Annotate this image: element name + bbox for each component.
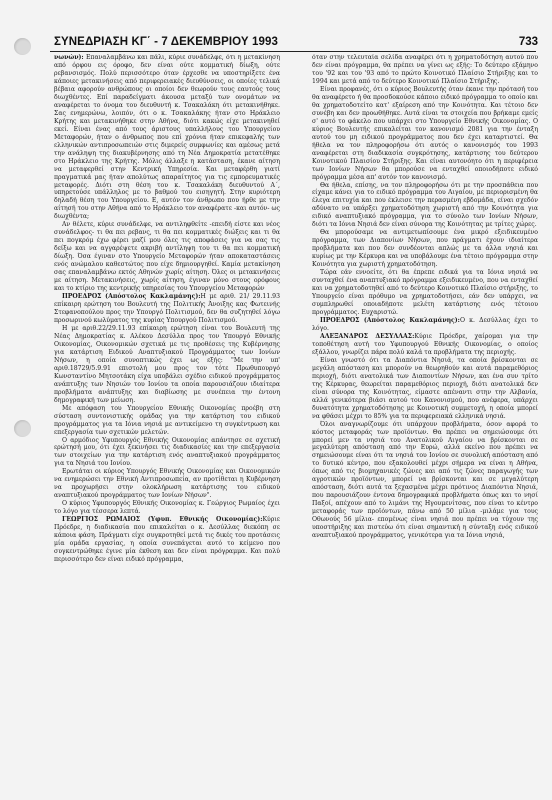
paragraph	[54, 437, 280, 469]
speaker-name: ΓΕΩΡΓΙΟΣ ΡΩΜΑΙΟΣ (Υφυπ. Εθνικής Οικονομίας):	[62, 516, 263, 524]
paragraph-text: Ερωτάται οι κύριος Υπουργός Εθνικής Οικονομίας και Οικονομικών να ενημερώσει την Εθνική Αντιπροσωπεία, αν προτίθεται η Κυβέρνηση να προχωρήσει στην ολοκλήρωση κατάρτισης του ειδικού αναπτυξιακού προγράμματος των Ιονίων Νήσων".	[54, 468, 280, 500]
paragraph-text: Κύριε Πρόεδρε, χαίρομαι για την τοποθέτηση αυτή του Υφυπουργού Εθνικής Οικονομίας, ο οποίος εξάλλου, γνωρίζει πάρα πολύ καλά τα προβλήματα της περιοχής.	[312, 332, 538, 356]
paragraph	[54, 221, 280, 293]
paragraph	[54, 293, 280, 325]
binder-hole	[14, 38, 31, 55]
paragraph	[54, 516, 280, 564]
binder-hole	[14, 420, 31, 437]
speaker-name: ΑΛΕΞΑΝΔΡΟΣ ΔΕΣΥΛΛΑΣ:	[320, 332, 415, 340]
paragraph-text: Θα ήθελα, επίσης, να τον πληροφορήσω ότι με την προσπάθεια που είχαμε κάνει για το ειδικό πρόγραμμα του Αιγαίου, με περιορισμένη θα έλεγα επιτυχία και που έκλεισε την περασμένη εβδομάδα, είναι σχεδόν αδύνατο να υπάρξει χρηματοδότηση χωριστή από την Κοινότητα για ειδικό αναπτυξιακό πρόγραμμα, για το σύνολο των Ιονίων Νήσων, διότι τα Ιόνια Νησιά δεν είναι σύνορα της Κοινότητας με τρίτες χώρες.	[312, 181, 538, 229]
paragraph	[54, 468, 280, 500]
paragraph-text: Όλοι αναγνωρίζουμε ότι υπάρχουν προβλήματα, όσον αφορά το κόστος μεταφοράς των προϊόντων. Θα πρέπει να σημειώσουμε ότι μπορεί μεν τα νησιά του Ανατολικού Αιγαίου να βρίσκονται σε μεγαλύτερη απόσταση από την Ευρώ, αλλά εκείνο που πρέπει να σημειώσουμε είναι ότι τα νησιά του Ιονίου σε συνολική απόσταση από το δυτικό κέντρο, που εξακολουθεί μέχρι σήμερα να είναι η Αθήνα, όπως από τις βιομηχανικές ζώνες και από τις ζώνες παραγωγής των αγροτικών προϊόντων, μπορεί να βρίσκονται και σε μεγαλύτερη απόσταση, διότι αυτά τα ξεχασμένα μέχρι πρότινος Διαπόντια Νησιά, που παρουσιάζουν έντονα δημογραφικά προβλήματα όπως και το νησί Παξοί, απέχουν από το λιμάνι της Ηγουμενίτσας, που είναι το κέντρο μεταφοράς των προϊόντων, πάνω από 50 μίλια -μιλάμε για τους Οθωνούς 56 μίλια- επομένως είναι νησιά που πρέπει να τύχουν της υποστήριξης και πιστεύω ότι είναι σημαντική η σύνταξη ενός ειδικού αναπτυξιακού προγράμματος, γενικότερα για τα Ιόνια νησιά,	[312, 420, 538, 540]
paragraph	[312, 317, 538, 333]
paragraph-text: όταν στην τελευταία σελίδα αναφέρει ότι η χρηματοδότηση αυτού που δεν είναι πρόγραμμα, θα πρέπει να γίνει ως εξής: Το δεύτερο εξάμηνο του '92 και του '93 από το πρώτο Κοινοτικό Πλαίσιο Στήριξης και το 1994 και μετά από το δεύτερο Κοινοτικό Πλαίσιο Στήριξης.	[312, 54, 538, 85]
paragraph	[312, 54, 538, 86]
paragraph	[312, 269, 538, 317]
paragraph	[312, 182, 538, 230]
paragraph-text: Κύριε Πρόεδρε, η διαδικασία που επικαλείται ο κ. Δεσύλλας διεκόπη σε κάποια φάση. Πράγματι είχε συγκροτηθεί μετά τις δικές του προτάσεις μία ομάδα εργασίας, η οποία συνεπάγεται αυτό το κείμενο που συγκεντρώθηκε έγινε μία έκθεση και δεν είναι πρόγραμμα. Και πολύ περισσότερο δεν είναι ειδικό πρόγραμμα,	[54, 516, 280, 564]
paragraph-text: Θα μπορούσαμε να αντιμετωπίσουμε ένα μικρό εξειδικευμένο πρόγραμμα, των Διαπονίων Νήσων, που πράγματι έχουν ιδιαίτερα προβλήματα και που δεν συνδέονται απλώς με τα άλλα νησιά και κυρίως με την Κέρκυρα και να υποβάλουμε ένα τέτοιο πρόγραμμα στην Κοινότητα για χωριστή χρηματοδότηση.	[312, 229, 538, 269]
paragraph-text: Είναι προφανές, ότι ο κύριος Βουλευτής όταν έκανε την πρότασή του θα αναφέρετο ή θα προσδοκούσε κάποιο ειδικό πρόγραμμα το οποίο και θα χρηματοδοτείτο κατ' εξαίρεση από την Κοινότητα. Και τέτοιο δεν συνέβη και δεν προωθήθηκε. Αυτά είναι τα στοιχεία που βρήκαμε εμείς σ' αυτό το φάκελο που υπάρχει στο Υπουργείο Εθνικής Οικονομίας. Ο κύριος Βουλευτής επικαλείται τον κανονισμό 2081 για την ένταξη αυτού του μη ειδικού προγράμματος που δεν έχει καταρτιστεί. Θα ήθελα να τον πληροφορήσω ότι αυτός ο κανονισμός του 1993 αναφέρεται στη διαδικασία συγκρότησης, κατάρτισης του δεύτερου Κοινοτικού Πλαισίου Στήριξης. Και είναι αυτονόητο ότι η περιφέρεια των Ιονίων Νήσων θα μπορούσε να ενταχθεί οποιοδήποτε ειδικό πρόγραμμα μέσα απ' αυτόν τον κανονισμό.	[312, 85, 538, 181]
paragraph-text: Επαναλαμβάνω και πάλι, κύριε συνάδελφε, ότι η μετακίνηση από όρφου εις όροφο, δεν είναι ούτε κομματική δίωξη, ούτε ρεβανσισμός. Πολύ περισσότερο όταν έρχεσθε να υποστηρίξετε ένα κάποιες μετακινήσεις από περιφερειακές διευθύνσεις, οι οποίες τελικά βέβαια αφορούν ανθρώπους οι οποίοι δεν θεωρούν τους εαυτούς τους διωχθέντες. Επί παραδείγματι άκουσα μεταξύ των ονομάτων να αναφέρεται το όνομα του διευθυντή κ. Τσακαλάκη ότι μετακινήθηκε. Σας ενημερώνω, λοιπόν, ότι ο κ. Τσακαλάκης ήταν στο Ηράκλειο Κρήτης και μετακινήθηκε στην Αθήνα, διότι κακώς είχε μετακινηθεί εκεί. Είναι ένας από τους άριστους υπαλλήλους του Υπουργείου Μεταφορών, ήταν ο άνθρωπος που επί χρόνια ήταν επικεφαλής των ελληνικών αντιπροσωπειών στις διμερείς συμφωνίες και αμέσως μετά την ανάληψη της διακυβέρνησης από τη Νέα Δημοκρατία μετατέθηκε στο Ηράκλειο της Κρήτης. Μόλις άλλαξε η κατάσταση, έκανε αίτηση να μεταφερθεί στην Κεντρική Υπηρεσία. Και μεταφέρθη γιατί πραγματικά μας ήταν απολύτως απαραίτητος για τις εμπορευματικές μεταφορές. Διότι στη θέση του κ. Τσακαλάκη διευθυντού Α΄, υπηρετούσε υπάλληλος με το βαθμού του εισηγητή. Στην κυριότερη δηλαδή θέση του Υπουργείου. Ε, αυτόν τον άνθρωπο που ήρθε με την αίτησή του στην Αθήνα από το Ηράκλειο τον αναφέρατε -και αυτόν- ως διωχθέντα;	[54, 54, 280, 221]
paragraph	[54, 325, 280, 405]
speaker-name: ΠΡΟΕΔΡΟΣ (Απόστολος Κακλαμάνης):	[320, 316, 460, 324]
paragraph-text: Ο κ. Δεσύλλας έχει το λόγο.	[312, 316, 538, 332]
paragraph	[312, 357, 538, 421]
paragraph-text: Η με αριθ. 21/ 29.11.93 επίκαιρη ερώτηση του Βουλευτή της Πολιτικής Άνοιξης κας Φωτεινής Στεφανοπούλου προς την Υπουργό Πολιτισμού, δεν θα συζητηθεί λόγω προσωρινού κωλύματος της κυρίας Υπουργού Πολιτισμού.	[54, 293, 280, 324]
paragraph	[54, 500, 280, 516]
text-column-left	[54, 54, 280, 782]
speaker-name: νωνών):	[54, 54, 84, 61]
header-rule	[50, 51, 536, 52]
page-number: 733	[518, 36, 538, 48]
paragraph-text: Ο κύριος Υφυπουργός Εθνικής Οικονομίας κ. Γεώργιος Ρωμαίος έχει το λόγο για τέσσερα λεπτά.	[54, 500, 280, 516]
paragraph	[312, 333, 538, 357]
running-header-title: ΣΥΝΕΔΡΙΑΣΗ ΚΓ΄ - 7 ΔΕΚΕΜΒΡΙΟΥ 1993	[54, 36, 278, 48]
paragraph-text: Ο αρμόδιος Υφυπουργός Εθνικής Οικονομίας απάντησε σε σχετική ερώτησή μου, ότι έχει ξεκινήσει τις διαδικασίες και την επεξεργασία των στοιχείων για την κατάρτιση ενός αναπτυξιακού προγράμματος για τα Νησιά του Ιονίου.	[54, 436, 280, 468]
paragraph-text: Αν θέλετε, κύριε συνάδελφε, να αντιληφθείτε -επειδή είστε και νέος συνάδελφος- τι θα πει ρεβανς, τι θα πει κομματικές διώξεις και τι θα πει πογκρόμ έχω φέρει μαζί μου όλες τις αποφάσεις για να σας τις δείξω και να αγγαρέψετε ακριβή αντίληψη του τι θα πει κομματική δίωξη. Όσα έγιναν στο Υπουργείο Μεταφορών ήταν αποκαταστάσεις ενός ανώμαλου καθεστώτος που είχε δημιουργηθεί. Καμία μετακίνηση σας επαναλαμβάνω εκτός Αθηνών χωρίς αίτηση. Όλες οι μετακινήσεις με αίτηση. Μετακινήσεις, χωρίς αίτηση, έγιναν μόνο στους ορόφους και το κτίριο της κεντρικής υπηρεσίας του Υπουργείου Μεταφορών	[54, 221, 280, 293]
paragraph	[312, 86, 538, 182]
paragraph	[54, 54, 280, 221]
paragraph	[312, 421, 538, 541]
paragraph	[54, 405, 280, 437]
paragraph-text: Είναι γνωστό ότι τα Διαπόντια Νησιά, τα οποία βρίσκονται σε μεγάλη απόσταση και μπορούν να θεωρηθούν και αυτά παραμεθόριος περιοχή, διότι ανατολικά των Διαποντίων Νήσων, και ένα συν τρίτο της Κέρκυρας, θεωρείται παραμεθόριος περιοχή, διότι ανατολικά δεν είναι σύνορα της Κοινότητας, είμαστε απέναντι στην την Αλβανία, αλλά γενικότερα βιάσι αυτού του Κανονισμού, που ανέφερα, υπάρχει δυνατότητα χρηματοδότησης με Κοινοτική συμμετοχή, η οποία μπορεί να φθάσει μέχρι το 85% για τα περιφερειακά ελληνικά νησιά.	[312, 356, 538, 420]
paragraph-text: Η με αριθ.22/29.11.93 επίκαιρη ερώτηση είναι του Βουλευτή της Νέας Δημοκρατίας κ. Αλέκου Δεσύλλα προς τον Υπουργό Εθνικής Οικονομίας, Οικονομικών σχετικά με τις προθέσεις της Κυβέρνησης για κατάρτιση Ειδικού Αναπτυξιακού Προγράμματος των Ιονίων Νήσων, η οποία συνοπτικώς έχει ως εξής: "Με την υπ' αριθ.18729/5.9.91 επιστολή μου προς τον τότε Πρωθυπουργό Κωνσταντίνο Μητσοτάκη είχα υποβάλει σχέδιο ειδικού προγράμματος ανάπτυξης των Νησιών του Ιονίου τα οποία παρουσιάζουν ιδιαίτερα προβλήματα ανάπτυξης και διαβίωσης με συνέπεια την έντονη δημογραφική των μείωση.	[54, 324, 280, 404]
paragraph-text: Με απόφαση του Υπουργείου Εθνικής Οικονομίας προέβη στη σύσταση συντονιστικής ομάδας για την κατάρτιση του ειδικού προγράμματος για τα Ιόνια νησιά με αντικείμενο τη συγκέντρωση και επεξεργασία των σχετικών μελετών.	[54, 404, 280, 436]
paragraph-text: Τώρα εάν εννοείτε, ότι θα έπρεπε ειδικά για τα Ιόνια νησιά να συνταχθεί ένα αναπτυξιακό πρόγραμμα εξειδικευμένο, που να ενταχθεί και να χρηματοδοτηθεί από το δεύτερο Κοινοτικό Πλαίσιο στήριξης, το Υπουργείο είναι πρόθυμο να χρηματοδοτήσει, εάν δεν υπάρχει, να συμπληρωθεί οποιαδήποτε μελέτη κατάρτισης ενός τέτοιου προγράμματος. Ευχαριστώ.	[312, 269, 538, 316]
text-column-right	[312, 54, 538, 782]
speaker-name: ΠΡΟΕΔΡΟΣ (Απόστολος Κακλαμάνης):	[62, 293, 201, 301]
paragraph	[312, 229, 538, 269]
